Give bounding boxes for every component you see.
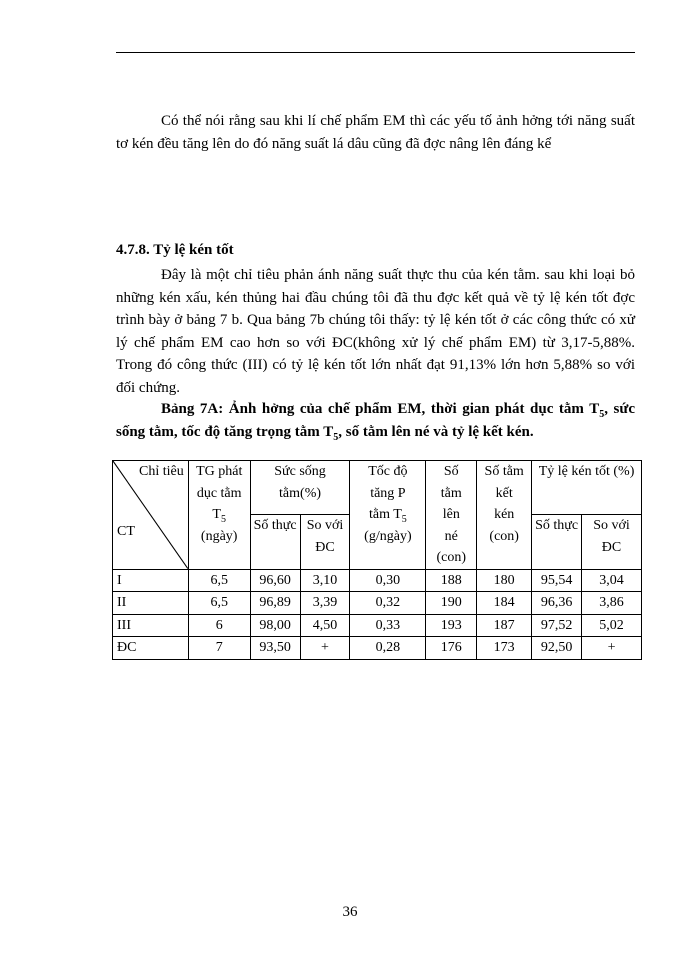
- subheader-so-voi-dc-ty-le: So với ĐC: [582, 515, 642, 569]
- header-rule: [116, 52, 635, 53]
- caption-subscript-2: 5: [333, 432, 339, 443]
- paragraph-ty-le-ken-tot: Đây là một chỉ tiêu phản ánh năng suất thực thu của kén tằm. sau khi loại bỏ những kén xấu, kén thủng hai đầu chúng tôi đã thu đợc kết quả về tỷ lệ kén tốt đợc trình bày ở bảng 7 b. Qua bảng 7b chúng tôi thấy: tỷ lệ kén tốt ở các công thức có xử lý chế phẩm EM cao hơn so với ĐC(không xử lý chế phẩm EM) từ 3,17-5,88%. Trong đó công thức (III) có tỷ lệ kén tốt lớn nhất đạt 91,13% lớn hơn 5,88% so với đối chứng.: [116, 267, 635, 396]
- table-row: II 6,5 96,89 3,39 0,32 190 184 96,36 3,86: [113, 592, 642, 615]
- header-so-tam-len-ne: Số tằm lên né (con): [426, 461, 477, 570]
- data-table: [112, 460, 642, 660]
- header-so-tam-ket-ken: Số tằm kết kén (con): [477, 461, 532, 570]
- subheader-so-thuc: Số thực: [250, 515, 300, 569]
- paragraph-ket-luan: Có thể nói rằng sau khi lí chế phẩm EM thì các yếu tố ảnh hởng tới năng suất tơ kén đều tăng lên do đó năng suất lá dâu cũng đã đợc nâng lên đáng kể: [116, 113, 635, 152]
- table-row: I 6,5 96,60 3,10 0,30 188 180 95,54 3,04: [113, 569, 642, 592]
- header-toc-do: Tốc độ tăng P tằm $T_5$ (g/ngày): [350, 461, 426, 570]
- page-number: 36: [342, 904, 358, 920]
- subheader-so-voi-dc: So với ĐC: [300, 515, 350, 569]
- caption-part-2: , sức sống tằm, tốc độ tăng trọng tằm T: [116, 401, 636, 440]
- corner-bottom-label: CT: [117, 524, 135, 539]
- caption-part-3: , số tằm lên né và tỷ lệ kết kén.: [338, 424, 534, 440]
- table-row: III 6 98,00 4,50 0,33 193 187 97,52 5,02: [113, 614, 642, 637]
- header-ty-le-ken-tot: Tỷ lệ kén tốt (%): [532, 461, 642, 515]
- caption-subscript-1: 5: [599, 409, 605, 420]
- caption-part-1: Bảng 7A: Ảnh hởng của chế phẩm EM, thời gian phát dục tằm T: [161, 401, 600, 417]
- section-heading: 4.7.8. Tỷ lệ kén tốt: [116, 242, 234, 258]
- table-row: ĐC 7 93,50 + 0,28 176 173 92,50 +: [113, 637, 642, 660]
- corner-header-cell: [113, 461, 189, 570]
- table-caption: [116, 398, 635, 444]
- corner-top-label: Chỉ tiêu: [139, 464, 184, 479]
- subheader-so-thuc-ty-le: Số thực: [532, 515, 582, 569]
- header-suc-song: Sức sống tằm(%): [250, 461, 350, 515]
- header-tg-phat-duc: TG phát dục tằm $T_5$ (ngày): [188, 461, 250, 570]
